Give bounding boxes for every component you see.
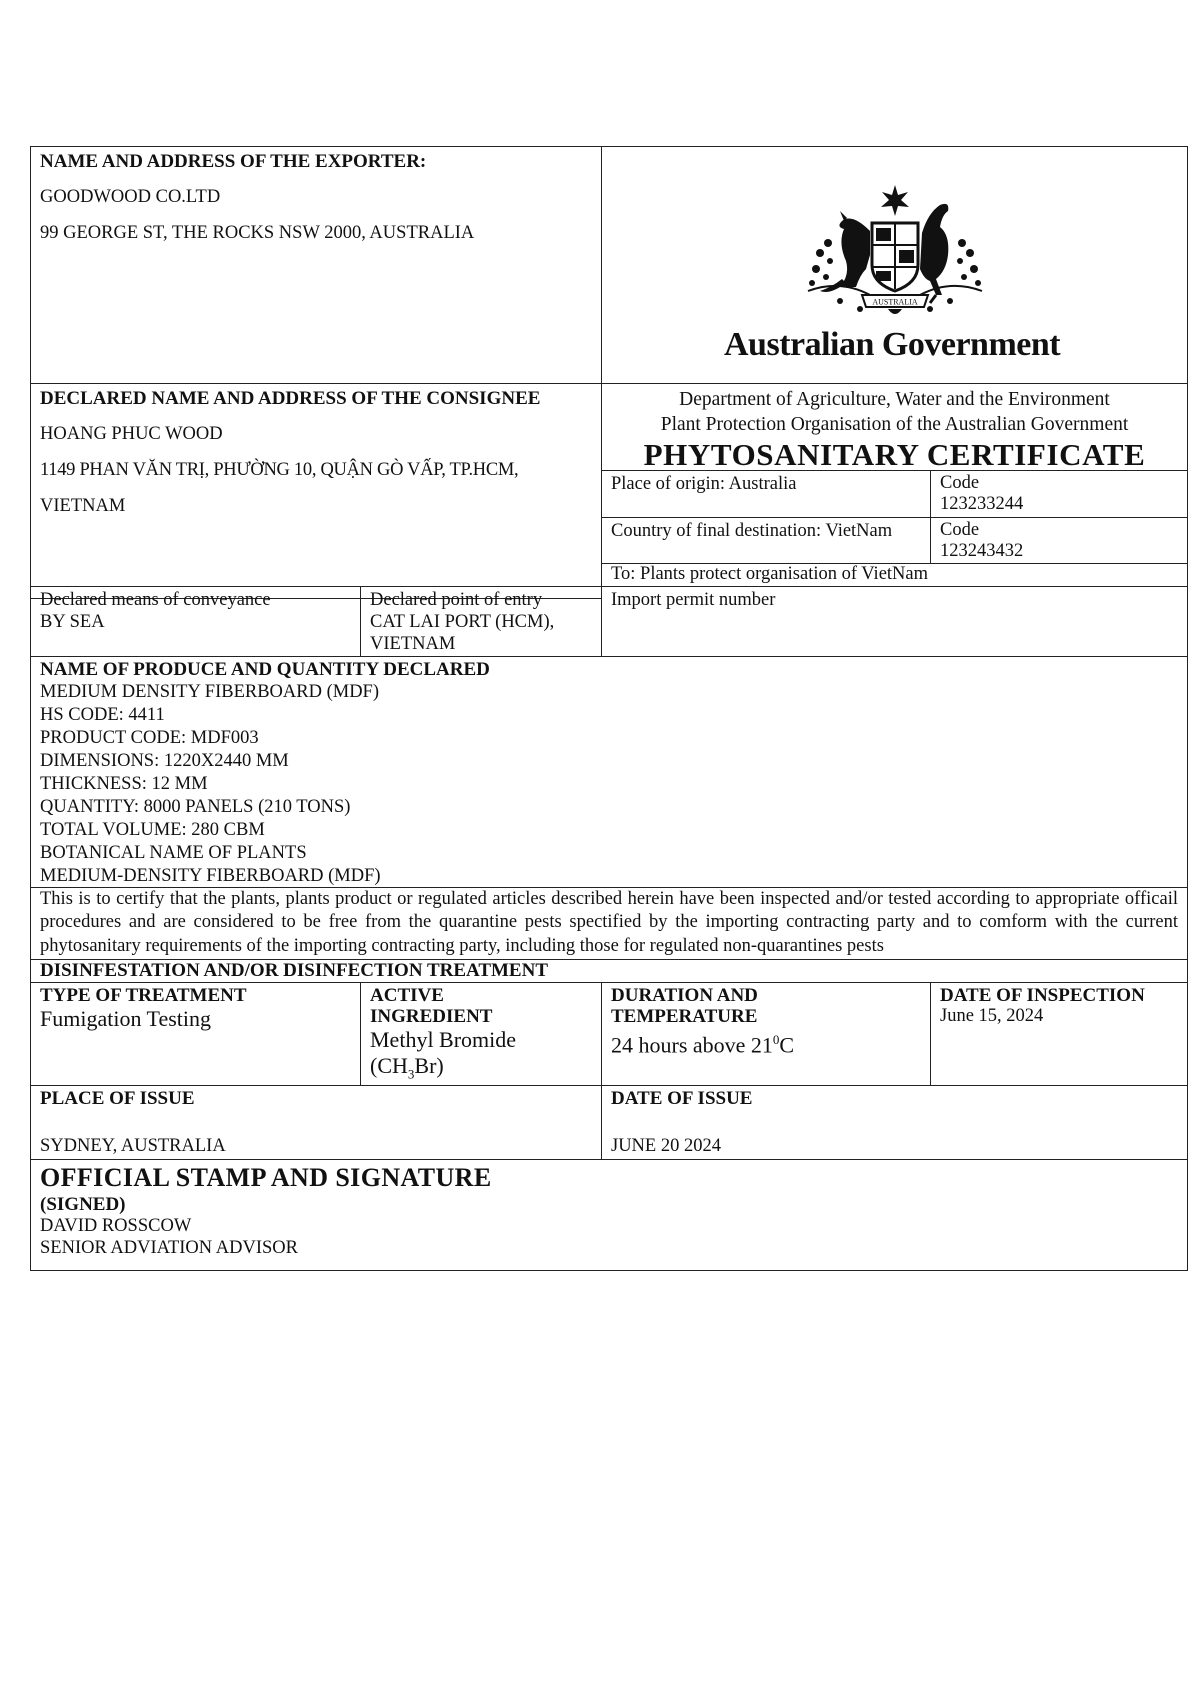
duration-cell xyxy=(601,982,931,1086)
import-permit-cell xyxy=(601,586,1188,657)
produce-line: DIMENSIONS: 1220X2440 MM xyxy=(40,751,289,771)
active-ingredient-value: Methyl Bromide xyxy=(370,1027,517,1052)
active-ingredient-formula xyxy=(370,1053,592,1086)
conveyance-cell xyxy=(30,586,361,657)
signed-label: (SIGNED) xyxy=(40,1194,126,1215)
conveyance-value: BY SEA xyxy=(40,612,105,632)
origin-cell xyxy=(601,470,931,518)
to-organisation-cell xyxy=(601,563,1188,587)
entry-point-value-line1: CAT LAI PORT (HCM), xyxy=(370,612,555,632)
certification-text: This is to certify that the plants, plants product or regulated articles described herein have been inspected and/or tested according to appropriate officail procedures and are considered to be free from the quarantine pests spectified by the importing contracting party and to comform with the current phytosanitary requirements of the importing contracting party, including those for regulated non-quarantines pests xyxy=(40,889,1178,956)
date-of-issue-label: DATE OF ISSUE xyxy=(611,1088,753,1109)
signature-heading: OFFICIAL STAMP AND SIGNATURE xyxy=(40,1163,492,1192)
government-title: Australian Government xyxy=(724,326,1061,363)
inspection-cell xyxy=(930,982,1188,1086)
consignee-cell xyxy=(30,383,602,599)
destination-code-value: 123243432 xyxy=(940,541,1024,561)
certification-cell xyxy=(30,887,1188,960)
formula-subscript: 3 xyxy=(407,1066,415,1082)
produce-cell xyxy=(30,656,1188,888)
phytosanitary-certificate xyxy=(30,146,1188,1271)
produce-line: QUANTITY: 8000 PANELS (210 TONS) xyxy=(40,797,351,817)
inspection-label: DATE OF INSPECTION xyxy=(940,985,1145,1006)
treatment-type-label: TYPE OF TREATMENT xyxy=(40,985,247,1006)
treatment-type-value: Fumigation Testing xyxy=(40,1006,212,1031)
treatment-heading-cell xyxy=(30,959,1188,983)
date-of-issue-cell xyxy=(601,1085,1188,1160)
duration-unit: C xyxy=(779,1032,795,1058)
duration-text: 24 hours above 21 xyxy=(611,1032,773,1058)
inspection-value: June 15, 2024 xyxy=(940,1006,1044,1026)
consignee-address-line2: VIETNAM xyxy=(40,496,126,516)
active-ingredient-cell xyxy=(360,982,602,1086)
consignee-address-line1: 1149 PHAN VĂN TRỊ, PHƯỜNG 10, QUẬN GÒ VẤP, TP.HCM, xyxy=(40,460,519,480)
organisation-name: Plant Protection Organisation of the Australian Government xyxy=(660,414,1129,435)
origin-label: Place of origin: Australia xyxy=(611,474,797,494)
treatment-heading: DISINFESTATION AND/OR DISINFECTION TREATMENT xyxy=(40,960,548,981)
formula-open: (CH xyxy=(370,1053,408,1078)
produce-line: HS CODE: 4411 xyxy=(40,705,165,725)
exporter-name: GOODWOOD CO.LTD xyxy=(40,187,221,207)
active-ingredient-label-line1: ACTIVE xyxy=(370,985,444,1006)
certificate-header-cell xyxy=(601,383,1188,471)
exporter-heading: NAME AND ADDRESS OF THE EXPORTER: xyxy=(40,151,427,172)
entry-point-label: Declared point of entry xyxy=(370,590,543,610)
duration-label-line2: TEMPERATURE xyxy=(611,1006,758,1027)
signatory-title: SENIOR ADVIATION ADVISOR xyxy=(40,1238,298,1258)
origin-code-value: 123233244 xyxy=(940,494,1024,514)
coat-of-arms-icon xyxy=(800,183,990,323)
duration-label-line1: DURATION AND xyxy=(611,985,758,1006)
place-of-issue-value: SYDNEY, AUSTRALIA xyxy=(40,1136,226,1156)
produce-line: PRODUCT CODE: MDF003 xyxy=(40,728,259,748)
crest-scroll-text: AUSTRALIA xyxy=(872,297,918,307)
duration-value xyxy=(611,1027,921,1058)
place-of-issue-label: PLACE OF ISSUE xyxy=(40,1088,195,1109)
produce-line: TOTAL VOLUME: 280 CBM xyxy=(40,820,265,840)
destination-label: Country of final destination: VietNam xyxy=(611,521,893,541)
date-of-issue-value: JUNE 20 2024 xyxy=(611,1136,721,1156)
consignee-heading: DECLARED NAME AND ADDRESS OF THE CONSIGNEE xyxy=(40,388,541,409)
active-ingredient-label-line2: INGREDIENT xyxy=(370,1006,493,1027)
origin-code-cell xyxy=(930,470,1188,518)
exporter-cell xyxy=(30,146,602,384)
formula-close: Br) xyxy=(414,1053,444,1078)
import-permit-label: Import permit number xyxy=(611,590,776,610)
produce-line: MEDIUM-DENSITY FIBERBOARD (MDF) xyxy=(40,866,381,886)
certificate-title: PHYTOSANITARY CERTIFICATE xyxy=(643,437,1146,471)
produce-line: MEDIUM DENSITY FIBERBOARD (MDF) xyxy=(40,682,380,702)
place-of-issue-cell xyxy=(30,1085,602,1160)
destination-cell xyxy=(601,517,931,564)
produce-line: THICKNESS: 12 MM xyxy=(40,774,208,794)
destination-code-cell xyxy=(930,517,1188,564)
entry-point-value-line2: VIETNAM xyxy=(370,634,456,654)
exporter-address: 99 GEORGE ST, THE ROCKS NSW 2000, AUSTRALIA xyxy=(40,223,475,243)
produce-heading: NAME OF PRODUCE AND QUANTITY DECLARED xyxy=(40,659,490,680)
conveyance-label: Declared means of conveyance xyxy=(40,590,271,610)
entry-point-cell xyxy=(360,586,602,657)
treatment-type-cell xyxy=(30,982,361,1086)
consignee-name: HOANG PHUC WOOD xyxy=(40,424,223,444)
produce-line: BOTANICAL NAME OF PLANTS xyxy=(40,843,307,863)
destination-code-label: Code xyxy=(940,520,980,540)
degree-mark: 0 xyxy=(772,1032,780,1047)
department-name: Department of Agriculture, Water and the Environment xyxy=(679,389,1110,410)
signatory-name: DAVID ROSSCOW xyxy=(40,1216,192,1236)
government-logo-cell xyxy=(601,146,1188,384)
origin-code-label: Code xyxy=(940,473,980,493)
to-organisation-text: To: Plants protect organisation of VietNam xyxy=(611,564,929,584)
signature-cell xyxy=(30,1159,1188,1271)
